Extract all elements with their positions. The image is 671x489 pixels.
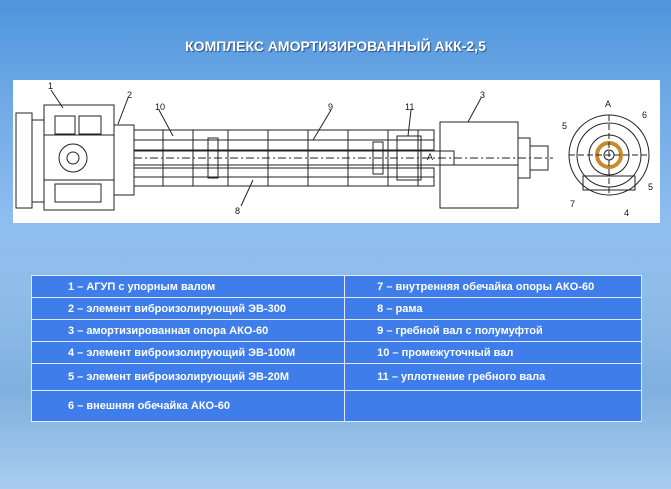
legend-cell: 9 – гребной вал с полумуфтой <box>345 320 642 342</box>
legend-cell: 5 – элемент виброизолирующий ЭВ-20М <box>32 364 345 391</box>
callout-10: 10 <box>155 102 166 112</box>
legend-cell: 6 – внешняя обечайка АКО-60 <box>32 391 345 422</box>
section-callout-7: 7 <box>570 199 576 209</box>
section-view-a <box>569 115 649 195</box>
callout-1: 1 <box>48 81 54 91</box>
section-callout-5-right: 5 <box>648 182 654 192</box>
assembly-side-view <box>16 90 553 210</box>
page-title: КОМПЛЕКС АМОРТИЗИРОВАННЫЙ АКК-2,5 <box>185 38 486 54</box>
legend-cell: 1 – АГУП с упорным валом <box>32 276 345 298</box>
legend-cell: 4 – элемент виброизолирующий ЭВ-100М <box>32 342 345 364</box>
legend-row <box>32 276 642 298</box>
legend-cell: 7 – внутренняя обечайка опоры АКО-60 <box>345 276 642 298</box>
callout-8: 8 <box>235 206 241 216</box>
legend-row <box>32 342 642 364</box>
callout-11: 11 <box>405 102 415 112</box>
callout-9: 9 <box>328 102 334 112</box>
section-title-a: A <box>605 99 612 109</box>
callout-2: 2 <box>127 90 133 100</box>
legend-table <box>31 275 642 422</box>
legend-row <box>32 391 642 422</box>
section-callout-5-left: 5 <box>562 121 568 131</box>
legend-cell: 10 – промежуточный вал <box>345 342 642 364</box>
legend-cell: 8 – рама <box>345 298 642 320</box>
legend-cell: 2 – элемент виброизолирующий ЭВ-300 <box>32 298 345 320</box>
technical-drawing <box>13 80 660 223</box>
legend-row <box>32 364 642 391</box>
section-callout-4: 4 <box>624 208 630 218</box>
legend-cell: 3 – амортизированная опора АКО-60 <box>32 320 345 342</box>
callout-3: 3 <box>480 90 486 100</box>
legend-cell <box>345 391 642 422</box>
legend-row <box>32 298 642 320</box>
legend-cell: 11 – уплотнение гребного вала <box>345 364 642 391</box>
section-marker-a: A <box>427 152 434 162</box>
section-callout-6: 6 <box>642 110 648 120</box>
legend-row <box>32 320 642 342</box>
